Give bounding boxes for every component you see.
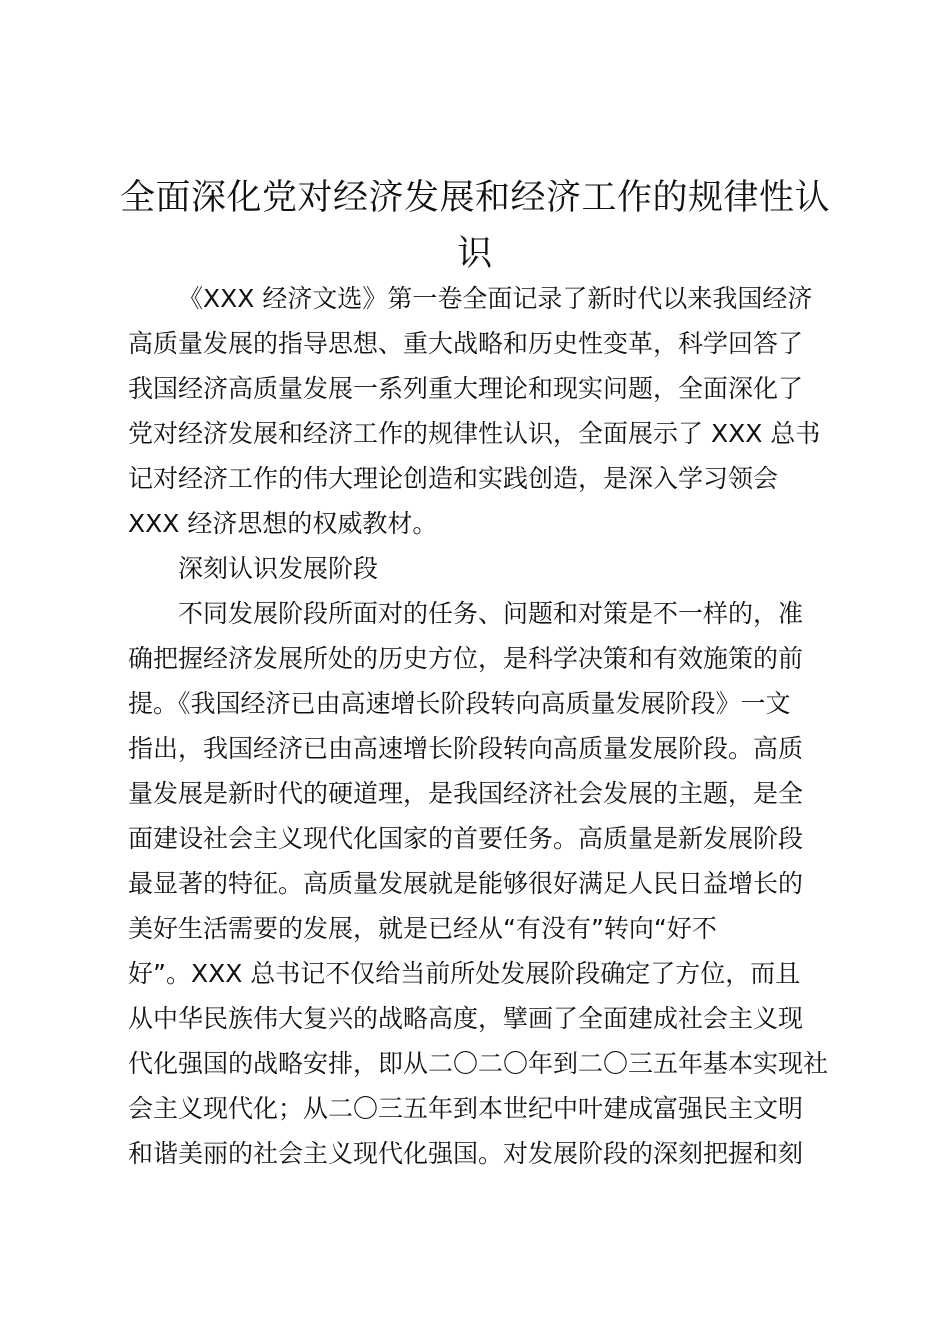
paragraph-line: 代化强国的战略安排，即从二〇二〇年到二〇三五年基本实现社 bbox=[128, 1049, 829, 1078]
paragraph-line: 提。《我国经济已由高速增长阶段转向高质量发展阶段》一文 bbox=[128, 689, 791, 718]
paragraph-line: 确把握经济发展所处的历史方位，是科学决策和有效施策的前 bbox=[128, 644, 804, 673]
paragraph-line: 指出，我国经济已由高速增长阶段转向高质量发展阶段。高质 bbox=[128, 734, 804, 763]
paragraph-line: 好”。XXX 总书记不仅给当前所处发展阶段确定了方位，而且 bbox=[128, 959, 801, 988]
paragraph-line: XXX 经济思想的权威教材。 bbox=[128, 509, 438, 538]
section-heading bbox=[128, 546, 838, 591]
paragraph-line: 最显著的特征。高质量发展就是能够很好满足人民日益增长的 bbox=[128, 869, 804, 898]
document-title bbox=[110, 170, 840, 282]
paragraph-line: 我国经济高质量发展一系列重大理论和现实问题，全面深化了 bbox=[128, 374, 804, 403]
section-heading-text: 深刻认识发展阶段 bbox=[178, 554, 379, 583]
paragraph-line: 记对经济工作的伟大理论创造和实践创造，是深入学习领会 bbox=[128, 464, 779, 493]
paragraph-line: 和谐美丽的社会主义现代化强国。对发展阶段的深刻把握和刻 bbox=[128, 1139, 804, 1168]
paragraph-line: 量发展是新时代的硬道理，是我国经济社会发展的主题，是全 bbox=[128, 779, 804, 808]
paragraph-line: 美好生活需要的发展，就是已经从“有没有”转向“好不 bbox=[128, 914, 717, 943]
document-body bbox=[128, 276, 838, 1176]
paragraph-line: 党对经济发展和经济工作的规律性认识，全面展示了 XXX 总书 bbox=[128, 419, 821, 448]
paragraph-line: 不同发展阶段所面对的任务、问题和对策是不一样的，准 bbox=[178, 599, 804, 628]
title-line-2: 识 bbox=[457, 234, 493, 274]
paragraph-line: 《XXX 经济文选》第一卷全面记录了新时代以来我国经济 bbox=[178, 284, 813, 313]
paragraph-line: 高质量发展的指导思想、重大战略和历史性变革，科学回答了 bbox=[128, 329, 804, 358]
body-paragraph bbox=[128, 591, 838, 1176]
intro-paragraph bbox=[128, 276, 838, 546]
paragraph-line: 面建设社会主义现代化国家的首要任务。高质量是新发展阶段 bbox=[128, 824, 804, 853]
paragraph-line: 会主义现代化；从二〇三五年到本世纪中叶建成富强民主文明 bbox=[128, 1094, 804, 1123]
paragraph-line: 从中华民族伟大复兴的战略高度，擘画了全面建成社会主义现 bbox=[128, 1004, 804, 1033]
title-line-1: 全面深化党对经济发展和经济工作的规律性认 bbox=[119, 178, 830, 218]
